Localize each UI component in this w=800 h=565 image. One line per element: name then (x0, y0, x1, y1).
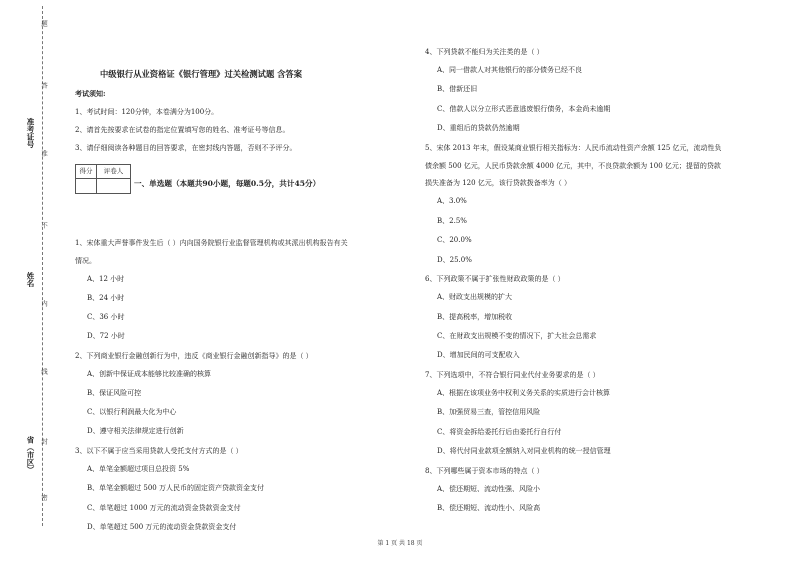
question-option: A、根据在该项业务中权利义务关系的实质进行会计核算 (437, 389, 611, 397)
question-option: A、3.0% (437, 197, 467, 206)
question-option: A、财政支出规模的扩大 (437, 293, 513, 302)
question-option: A、同一借款人对其他银行的部分债务已经不良 (437, 66, 583, 74)
question-stem: 5、宋体 2013 年末，假设某商业银行相关指标为：人民币流动性资产余额 125 亿元，流动性负 (425, 143, 722, 152)
question-option: D、重组后的贷款仍然逾期 (437, 124, 520, 133)
score-box-divider (76, 178, 130, 179)
score-box-divider (96, 178, 97, 193)
question-option: A、单笔金额超过项目总投资 5% (87, 465, 190, 474)
question-stem: 7、下列选项中，不符合银行同业代付业务要求的是（ ） (425, 371, 600, 379)
question-option: C、单笔超过 1000 万元的流动资金贷款资金支付 (87, 503, 241, 512)
question-option: A、创新中保证成本能够比较准确的核算 (87, 369, 212, 378)
binding-mark: 准 (40, 150, 48, 157)
question-option: A、偿还期短、流动性强、风险小 (437, 484, 541, 493)
question-option: B、单笔金额超过 500 万人民币的固定资产贷款资金支付 (87, 484, 264, 493)
notice-item: 2、请首先按要求在试卷的指定位置填写您的姓名、准考证号等信息。 (75, 126, 290, 134)
section-heading: 一、单选题（本题共90小题，每题0.5分，共计45分） (134, 179, 321, 188)
notice-heading: 考试须知: (75, 89, 106, 98)
question-stem: 4、下列贷款不能归为关注类的是（ ） (425, 48, 544, 56)
question-stem: 3、以下不属于应当采用贷款人受托支付方式的是（ ） (75, 447, 243, 456)
question-option: B、2.5% (437, 216, 467, 225)
question-option: C、以银行利润最大化为中心 (87, 408, 177, 417)
question-stem: 1、宋体重大声誉事件发生后（ ）内向国务院银行业监督管理机构或其派出机构报告有关 (75, 239, 348, 247)
question-option: C、20.0% (437, 236, 472, 245)
binding-mark: 不 (40, 222, 48, 229)
binding-label-name: 姓名 (26, 272, 35, 287)
binding-mark: 线 (40, 368, 48, 375)
binding-mark: 封 (40, 438, 48, 445)
question-stem: 损失准备为 120 亿元，该行贷款拨备率为（ ） (425, 179, 572, 188)
question-option: B、提高税率，增加税收 (437, 312, 513, 321)
binding-mark: 答 (40, 82, 48, 89)
question-option: D、单笔超过 500 万元的流动资金贷款资金支付 (87, 522, 237, 531)
question-option: D、增加民间的可支配收入 (437, 351, 520, 360)
question-stem: 6、下列政策不属于扩张性财政政策的是（ ） (425, 275, 565, 284)
binding-mark: 密 (40, 494, 48, 501)
question-option: C、36 小时 (87, 312, 125, 321)
page-title: 中级银行从业资格证《银行管理》过关检测试题 含答案 (100, 69, 303, 79)
question-option: D、72 小时 (87, 332, 125, 341)
binding-margin (0, 0, 60, 565)
question-option: B、借新还旧 (437, 85, 478, 94)
question-option: C、借款人以分立形式恶意逃废银行债务，本金尚未逾期 (437, 104, 611, 113)
question-stem: 2、下列商业银行金融创新行为中，违反《商业银行金融创新指导》的是（ ） (75, 351, 313, 360)
binding-label-province: 省（市区） (26, 436, 35, 474)
binding-mark: 题 (40, 20, 48, 27)
notice-item: 1、考试时间：120分钟，本卷满分为100分。 (75, 108, 219, 116)
question-option: D、遵守相关法律规定进行创新 (87, 427, 184, 436)
binding-mark: 内 (40, 300, 48, 307)
question-stem: 情况。 (75, 256, 96, 265)
question-option: C、在财政支出规模不变的情况下，扩大社会总需求 (437, 332, 597, 340)
question-option: B、加强贸易三查，管控信用风险 (437, 408, 541, 417)
question-option: D、25.0% (437, 255, 472, 264)
question-stem: 8、下列哪些属于资本市场的特点（ ） (425, 466, 544, 475)
score-box (75, 164, 131, 194)
question-option: B、24 小时 (87, 293, 125, 302)
question-stem: 债余额 500 亿元，人民币贷款余额 4000 亿元，其中，不良贷款余额为 100 亿元；提留的贷款 (425, 161, 721, 170)
question-option: A、12 小时 (87, 274, 125, 283)
grader-label: 评卷人 (103, 167, 124, 175)
score-label: 得分 (76, 165, 97, 178)
notice-item: 3、请仔细阅读各种题目的回答要求，在密封线内答题，否则不予评分。 (75, 144, 297, 152)
question-option: D、将代付同业款项全额纳入对同业机构的统一授信管理 (437, 447, 611, 456)
question-option: B、保证风险可控 (87, 389, 142, 397)
question-option: B、偿还期短、流动性小、风险高 (437, 504, 541, 513)
binding-label-exam-number: 准考证号 (26, 118, 35, 148)
question-option: C、将资金拆给委托行后由委托行自行付 (437, 427, 562, 436)
page-footer: 第 1 页 共 18 页 (377, 540, 423, 547)
